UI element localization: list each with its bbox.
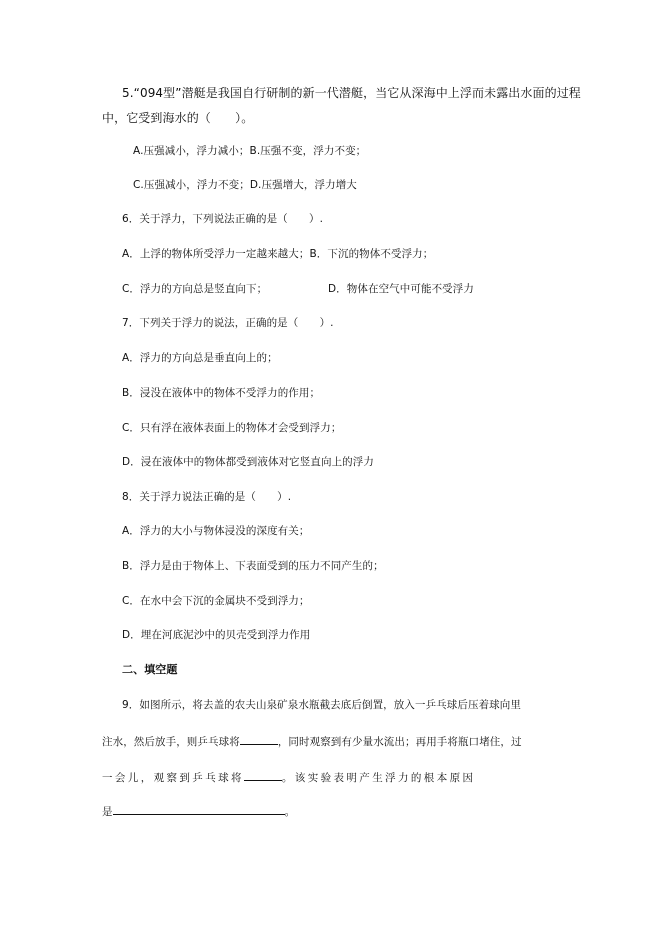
q9-answer-blank-3[interactable] (113, 803, 285, 815)
q9-stem-line3 (102, 769, 475, 785)
q5-options-ab: A.压强减小，浮力减小；B.压强不变，浮力不变； (133, 145, 367, 157)
q8-option-b: B．浮力是由于物体上、下表面受到的压力不同产生的； (122, 560, 384, 572)
q9-stem-line2 (102, 733, 522, 749)
q9-line3-text-a: 一会儿，观察到乒乓球将 (102, 772, 244, 784)
q9-answer-blank-2[interactable] (244, 769, 282, 781)
q7-option-b: B．浸没在液体中的物体不受浮力的作用； (122, 387, 321, 399)
q6-option-c: C．浮力的方向总是竖直向下； (122, 283, 268, 295)
q6-option-d: D．物体在空气中可能不受浮力 (328, 283, 474, 295)
q9-answer-blank-1[interactable] (240, 733, 278, 745)
q7-stem: 7．下列关于浮力的说法，正确的是（ ）. (122, 317, 334, 329)
q8-option-c: C．在水中会下沉的金属块不受到浮力； (122, 595, 310, 607)
q7-option-d: D．浸在液体中的物体都受到液体对它竖直向上的浮力 (122, 456, 374, 468)
q9-line3-text-b: 。该实验表明产生浮力的根本原因 (281, 772, 476, 784)
q9-stem-line1: 9．如图所示，将去盖的农夫山泉矿泉水瓶截去底后倒置，放入一乒乓球后压着球向里 (122, 699, 521, 711)
q9-line4-text-a: 是 (102, 806, 113, 818)
q9-stem-line4 (102, 803, 295, 819)
q8-option-d: D．埋在河底泥沙中的贝壳受到浮力作用 (122, 629, 311, 641)
q5-options-cd: C.压强减小，浮力不变；D.压强增大，浮力增大 (133, 179, 357, 191)
q8-stem: 8．关于浮力说法正确的是（ ）. (122, 491, 292, 503)
q7-option-a: A．浮力的方向总是垂直向上的； (122, 352, 278, 364)
q8-option-a: A．浮力的大小与物体浸没的深度有关； (122, 525, 310, 537)
q7-option-c: C．只有浮在液体表面上的物体才会受到浮力； (122, 422, 342, 434)
q6-options-ab: A．上浮的物体所受浮力一定越来越大；B．下沉的物体不受浮力； (122, 248, 434, 260)
q6-stem: 6．关于浮力，下列说法正确的是（ ）. (122, 213, 324, 225)
q9-line2-text-b: ，同时观察到有少量水流出；再用手将瓶口堵住，过 (277, 736, 522, 748)
q5-stem-line1: 5.“094型”潜艇是我国自行研制的新一代潜艇，当它从深海中上浮而未露出水面的过程 (122, 86, 581, 100)
section-heading-fill-blank: 二、填空题 (122, 663, 178, 676)
q9-line2-text-a: 注水，然后放手，则乒乓球将 (102, 736, 240, 748)
q5-stem-line2: 中，它受到海水的（ ）。 (102, 111, 254, 125)
q9-line4-text-b: 。 (284, 806, 296, 818)
